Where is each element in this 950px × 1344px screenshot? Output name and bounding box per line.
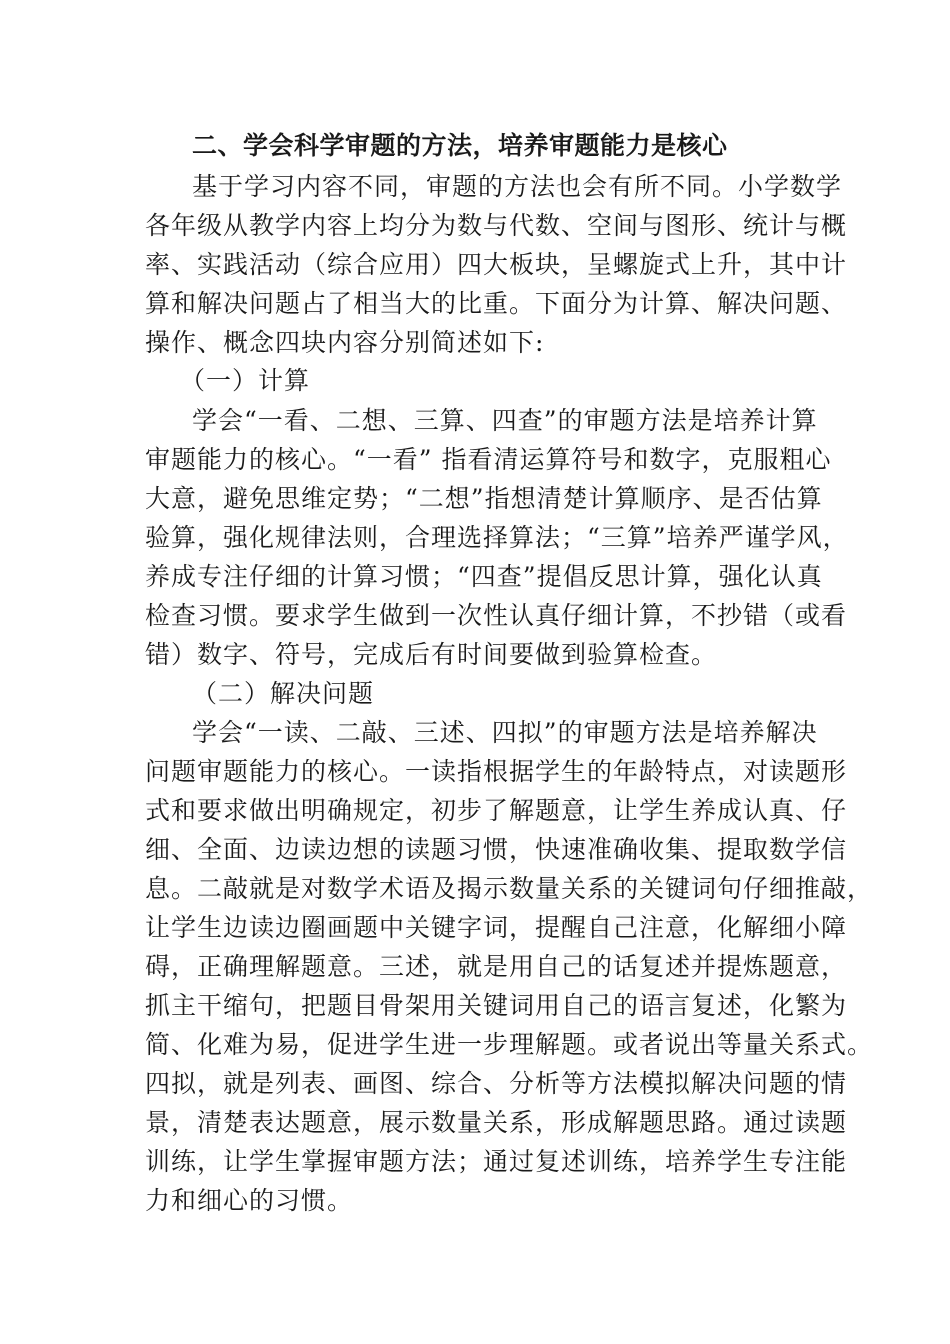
paragraph-line: 息。二敲就是对数学术语及揭示数量关系的关键词句仔细推敲，: [145, 874, 874, 903]
subsection-title: （一）计算: [180, 366, 311, 395]
paragraph-line: 问题审题能力的核心。一读指根据学生的年龄特点，对读题形: [145, 757, 848, 786]
subsection-title: （二）解决问题: [192, 679, 375, 708]
paragraph-line: 碍，正确理解题意。三述，就是用自己的话复述并提炼题意，: [145, 952, 848, 981]
paragraph-line: 训练，让学生掌握审题方法；通过复述训练，培养学生专注能: [145, 1147, 848, 1176]
paragraph-line: 算和解决问题占了相当大的比重。下面分为计算、解决问题、: [145, 289, 848, 318]
paragraph-line: 检查习惯。要求学生做到一次性认真仔细计算，不抄错（或看: [145, 601, 848, 630]
paragraph-line: 操作、概念四块内容分别简述如下:: [145, 328, 545, 357]
paragraph-line: 养成专注仔细的计算习惯；“四查”提倡反思计算，强化认真: [145, 562, 823, 591]
paragraph-line: 率、实践活动（综合应用）四大板块，呈螺旋式上升，其中计: [145, 250, 848, 279]
paragraph-line: 审题能力的核心。“一看” 指看清运算符号和数字，克服粗心: [145, 445, 832, 474]
paragraph-line: 简、化难为易，促进学生进一步理解题。或者说出等量关系式。: [145, 1030, 874, 1059]
paragraph-line: 大意，避免思维定势；“二想”指想清楚计算顺序、是否估算: [145, 484, 823, 513]
section-heading: 二、学会科学审题的方法，培养审题能力是核心: [192, 131, 728, 160]
paragraph-line: 四拟，就是列表、画图、综合、分析等方法模拟解决问题的情: [145, 1069, 848, 1098]
paragraph-line: 抓主干缩句，把题目骨架用关键词用自己的语言复述，化繁为: [145, 991, 848, 1020]
paragraph-line: 各年级从教学内容上均分为数与代数、空间与图形、统计与概: [145, 211, 848, 240]
paragraph-line: 基于学习内容不同，审题的方法也会有所不同。小学数学: [192, 172, 843, 201]
paragraph-line: 式和要求做出明确规定，初步了解题意，让学生养成认真、仔: [145, 796, 848, 825]
paragraph-line: 细、全面、边读边想的读题习惯，快速准确收集、提取数学信: [145, 835, 848, 864]
paragraph-line: 学会“一读、二敲、三述、四拟”的审题方法是培养解决: [192, 718, 818, 747]
paragraph-line: 验算，强化规律法则，合理选择算法；“三算”培养严谨学风，: [145, 523, 849, 552]
paragraph-line: 学会“一看、二想、三算、四查”的审题方法是培养计算: [192, 406, 818, 435]
paragraph-line: 景，清楚表达题意，展示数量关系，形成解题思路。通过读题: [145, 1108, 848, 1137]
paragraph-line: 让学生边读边圈画题中关键字词，提醒自己注意，化解细小障: [145, 913, 848, 942]
paragraph-line: 力和细心的习惯。: [145, 1186, 354, 1215]
paragraph-line: 错）数字、符号，完成后有时间要做到验算检查。: [145, 640, 718, 669]
